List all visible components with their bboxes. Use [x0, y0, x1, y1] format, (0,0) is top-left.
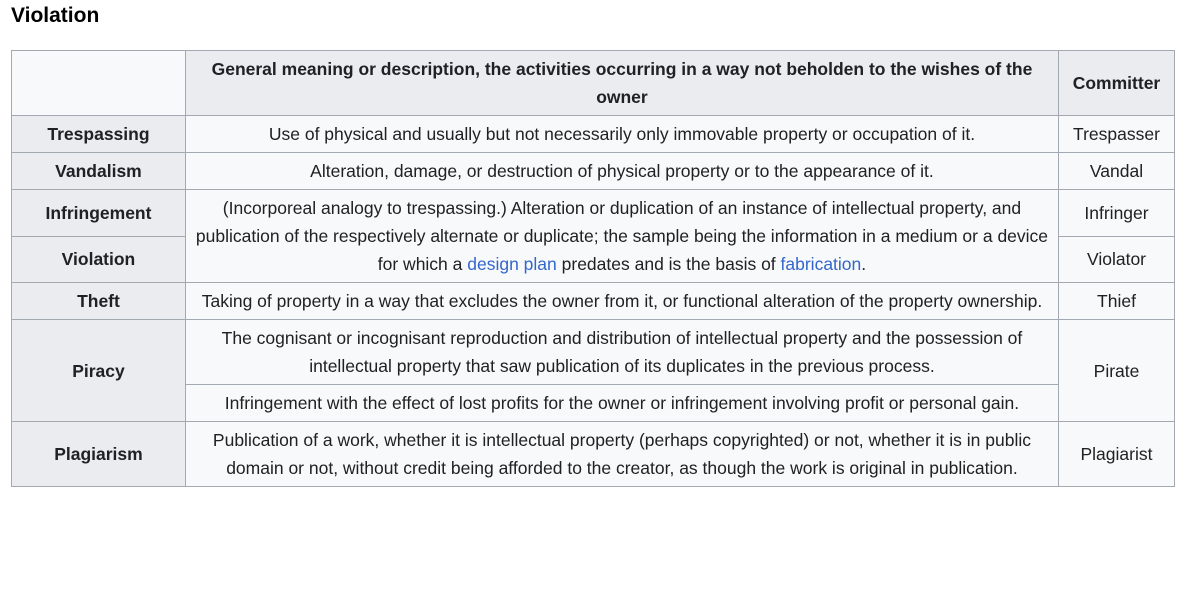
header-corner-cell [12, 51, 186, 116]
table-row-trespassing [12, 116, 1175, 153]
header-row [12, 51, 1175, 116]
row-term: Theft [12, 283, 186, 320]
table-row-piracy [12, 320, 1175, 385]
table-row-vandalism [12, 153, 1175, 190]
row-description: Alteration, damage, or destruction of physical property or to the appearance of it. [185, 153, 1058, 190]
row-committer: Vandal [1059, 153, 1175, 190]
row-description: Infringement with the effect of lost profits for the owner or infringement involving profit or personal gain. [185, 385, 1058, 422]
row-committer: Plagiarist [1059, 422, 1175, 487]
row-term: Plagiarism [12, 422, 186, 487]
row-committer: Thief [1059, 283, 1175, 320]
row-committer: Pirate [1059, 320, 1175, 422]
header-description: General meaning or description, the activities occurring in a way not beholden to the wishes of the owner [185, 51, 1058, 116]
table-row-infringement [12, 190, 1175, 237]
row-committer: Infringer [1059, 190, 1175, 237]
row-description: Publication of a work, whether it is intellectual property (perhaps copyrighted) or not, whether it is in public domain or not, without credit being afforded to the creator, as though the work is original in publication. [185, 422, 1058, 487]
header-committer: Committer [1059, 51, 1175, 116]
row-term: Vandalism [12, 153, 186, 190]
row-term: Violation [12, 236, 186, 283]
row-committer: Violator [1059, 236, 1175, 283]
row-committer: Trespasser [1059, 116, 1175, 153]
section-heading: Violation [11, 4, 100, 27]
row-term: Piracy [12, 320, 186, 422]
table-row-piracy-2 [12, 385, 1175, 422]
table-row-plagiarism [12, 422, 1175, 487]
row-term: Trespassing [12, 116, 186, 153]
violation-table [11, 50, 1175, 487]
description-text-after: . [861, 254, 867, 274]
description-text-middle: predates and is the basis of [556, 254, 781, 274]
row-description: The cognisant or incognisant reproduction and distribution of intellectual property and the possession of intellectual property that saw publication of its duplicates in the previous process. [185, 320, 1058, 385]
row-description: Taking of property in a way that excludes the owner from it, or functional alteration of the property ownership. [185, 283, 1058, 320]
table-row-theft [12, 283, 1175, 320]
design-plan-link[interactable]: design plan [467, 254, 557, 274]
shared-description [185, 190, 1058, 283]
row-term: Infringement [12, 190, 186, 237]
fabrication-link[interactable]: fabrication [780, 254, 862, 274]
row-description: Use of physical and usually but not necessarily only immovable property or occupation of it. [185, 116, 1058, 153]
description-text-before: (Incorporeal analogy to trespassing.) Alteration or duplication of an instance of intellectual property, and publication of the respectively alternate or duplicate; the sample being the information in a medium or a device for which a [195, 198, 1049, 274]
